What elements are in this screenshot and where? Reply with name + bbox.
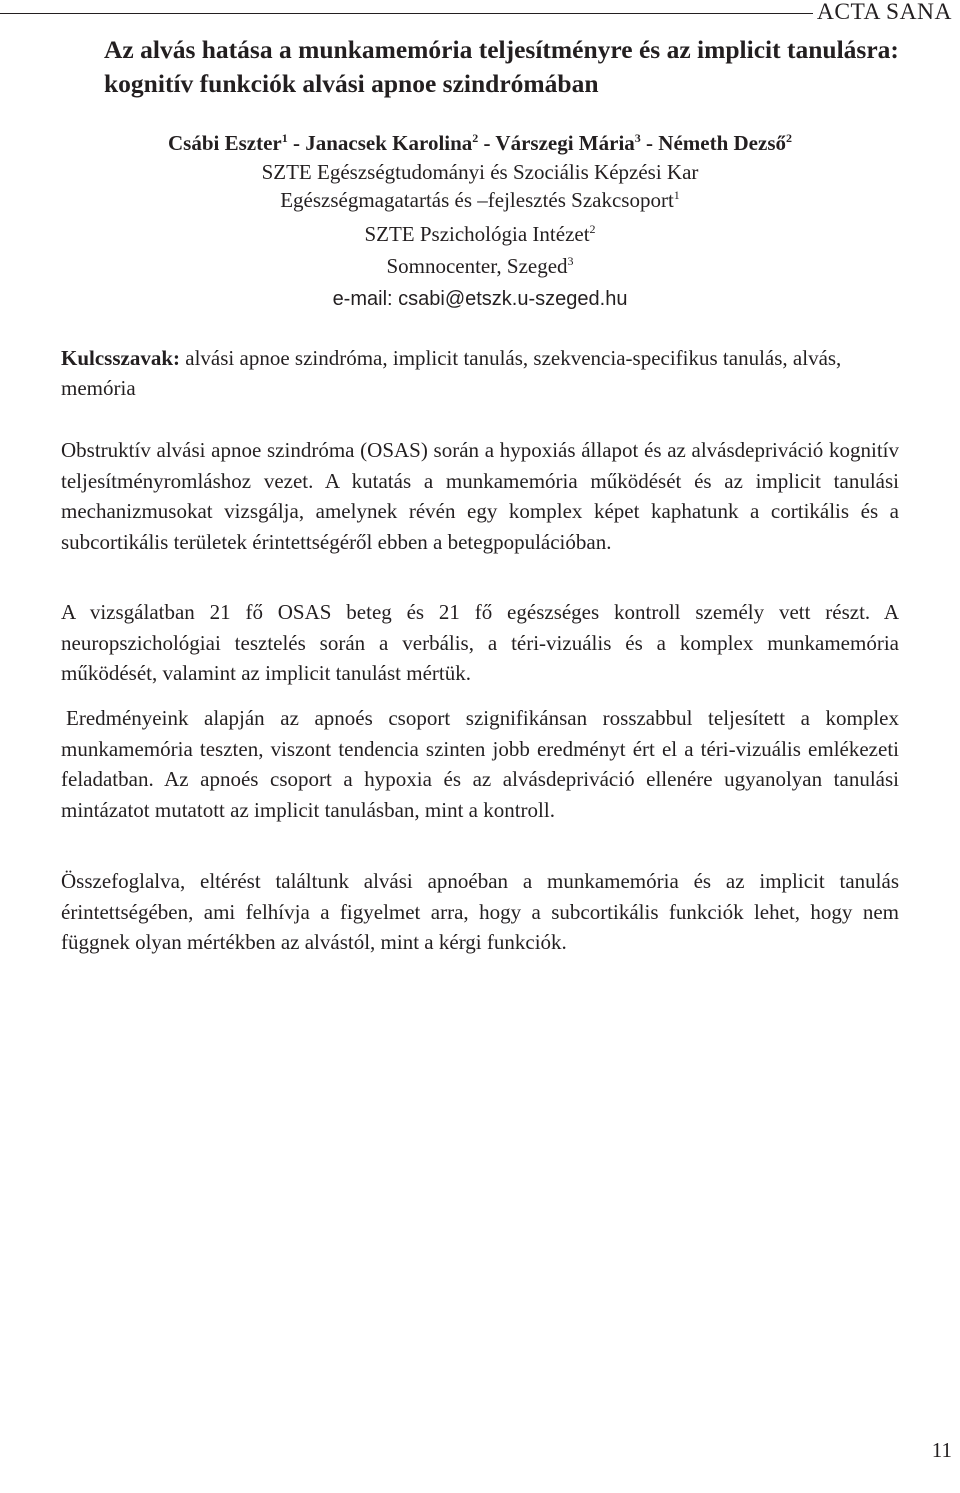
affiliation-text: SZTE Egészségtudományi és Szociális Képzési Kar (261, 160, 699, 184)
author-separator: - (640, 131, 659, 155)
affiliation-text: SZTE Pszichológia Intézet (364, 222, 590, 246)
author-affiliation-mark: 1 (281, 131, 288, 145)
affiliation-mark: 2 (589, 222, 596, 236)
abstract-paragraph: Obstruktív alvási apnoe szindróma (OSAS) során a hypoxiás állapot és az alvásdepriváció kognitív teljesítményromláshoz vezet. A kutatás a munkamemória működését és az implicit tanulási mechanizmusokat vizsgálja, amelynek révén egy komplex képet kaphatunk a cortikális és a subcortikális területek érintettségéről ebben a betegpopulációban. (61, 438, 899, 554)
abstract-paragraph: A vizsgálatban 21 fő OSAS beteg és 21 fő egészséges kontroll személy vett részt. A neuropszichológiai tesztelés során a verbális, a téri-vizuális és a komplex munkamemória működését, valamint az implicit tanulást mértük. (61, 600, 899, 685)
author-separator: - (478, 131, 496, 155)
affiliation-line (0, 220, 960, 248)
author-affiliation-mark: 3 (634, 131, 641, 145)
author-separator: - (287, 131, 306, 155)
article-title: Az alvás hatása a munkamemória teljesítményre és az implicit tanulásra: kognitív funkciók alvási apnoe szindrómában (104, 35, 899, 98)
email-address: e-mail: csabi@etszk.u-szeged.hu (332, 288, 628, 310)
author-name: Várszegi Mária (495, 131, 635, 155)
affiliation-mark: 1 (673, 188, 680, 202)
author-list (0, 128, 960, 158)
journal-name: ACTA SANA (816, 0, 952, 25)
abstract-paragraph: Eredményeink alapján az apnoés csoport szignifikánsan rosszabbul teljesített a komplex munkamemória teszten, viszont tendencia szinten jobb eredményt ért el a téri-vizuális emlékezeti feladatban. Az apnoés csoport a hypoxia és az alvásdepriváció ellenére ugyanolyan tanulási mintázatot mutatott az implicit tanulásban, mint a kontroll. (61, 706, 899, 822)
affiliation-text: Egészségmagatartás és –fejlesztés Szakcsoport (280, 188, 674, 212)
keywords (61, 343, 899, 403)
keywords-text: alvási apnoe szindróma, implicit tanulás, szekvencia-specifikus tanulás, alvás, memória (61, 346, 842, 400)
author-name: Németh Dezső (658, 131, 786, 155)
affiliation-mark: 3 (567, 254, 574, 268)
affiliation-line (0, 252, 960, 280)
email-line (0, 284, 960, 313)
affiliation-line (0, 186, 960, 214)
author-affiliation-mark: 2 (786, 131, 792, 145)
author-name: Csábi Eszter (168, 131, 282, 155)
abstract-paragraph: Összefoglalva, eltérést találtunk alvási apnoéban a munkamemória és az implicit tanulás érintettségében, ami felhívja a figyelmet arra, hogy a subcortikális funkciók lehet, hogy nem függnek olyan mértékben az alvástól, mint a kérgi funkciók. (61, 869, 899, 954)
author-name: Janacsek Karolina (305, 131, 473, 155)
page-number: 11 (931, 1438, 952, 1462)
header-rule (0, 13, 813, 14)
affiliation-line (0, 158, 960, 186)
affiliation-text: Somnocenter, Szeged (386, 254, 568, 278)
keywords-label: Kulcsszavak: (61, 346, 181, 370)
author-affiliation-mark: 2 (472, 131, 479, 145)
